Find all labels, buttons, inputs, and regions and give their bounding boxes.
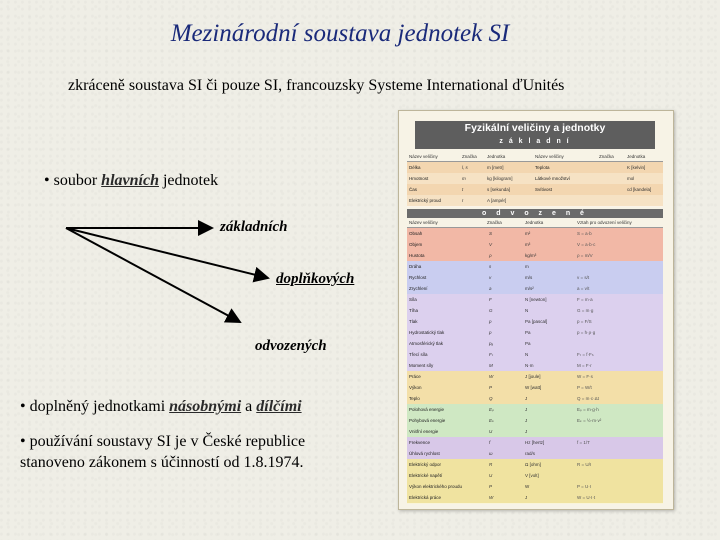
quantity-unit: m [525, 264, 529, 269]
law-line-2: stanoveno zákonem s účinností od 1.8.1974. [20, 454, 304, 471]
quantity-name: Frekvence [409, 440, 431, 445]
quantity-relation: F = m·a [577, 297, 593, 302]
quantity-name: Atmosférický tlak [409, 341, 444, 346]
branch-supplementary: doplňkových [276, 271, 355, 287]
quantity-unit: s [sekunda] [487, 187, 511, 192]
quantity-unit: A [ampér] [487, 198, 507, 203]
quantity-relation: P = U·I [577, 484, 592, 489]
quantity-relation: V = a·b·c [577, 242, 596, 247]
quantity-symbol: U [489, 473, 493, 478]
quantity-unit: rad/s [525, 451, 536, 456]
quantity-unit: Pa [525, 341, 531, 346]
quantity-unit: N [525, 352, 529, 357]
poster-title-line-2: z á k l a d n í [499, 138, 571, 145]
poster-basic-header [407, 153, 663, 162]
quantity-unit: m [metr] [487, 165, 504, 170]
quantity-relation: R = U/I [577, 462, 592, 467]
quantity-name: Hmotnost [409, 176, 429, 181]
highlight-multiples: násobnými [169, 398, 242, 415]
quantity-symbol: f [489, 440, 491, 445]
quantity-unit: m/s [525, 275, 533, 280]
quantity-symbol: s [489, 264, 492, 269]
quantity-symbol: P [489, 385, 493, 390]
highlight-submultiples: dílčími [256, 398, 302, 415]
law-line-1: používání soustavy SI je v České republice [25, 433, 306, 450]
quantity-unit: J [joule] [525, 374, 541, 379]
quantity-relation: Eₚ = m·g·h [577, 407, 599, 412]
quantity-name: Objem [409, 242, 423, 247]
quantity-unit: N [525, 308, 529, 313]
quantity-symbol: ω [489, 451, 493, 456]
header-cell: Jednotka [487, 154, 506, 159]
quantity-unit: Pa [525, 330, 531, 335]
quantity-symbol: R [489, 462, 493, 467]
quantity-name: Dráha [409, 264, 422, 269]
quantity-unit: N [newton] [525, 297, 547, 302]
quantity-symbol: a [489, 286, 492, 291]
quantity-unit-2: cd [kandela] [627, 187, 652, 192]
quantity-symbol: F [489, 297, 492, 302]
quantity-name: Elektrický odpor [409, 462, 442, 467]
quantity-name: Elektrický proud [409, 198, 442, 203]
quantity-name-2: Teplota [535, 165, 550, 170]
bullet-law [20, 431, 305, 473]
quantity-unit: N·m [525, 363, 534, 368]
quantity-unit: J [525, 418, 528, 423]
quantity-unit: m³ [525, 242, 531, 247]
quantity-name: Čas [409, 187, 418, 192]
quantity-symbol: l, s [462, 165, 468, 170]
units-poster [398, 110, 674, 510]
quantity-symbol: p [489, 330, 492, 335]
quantity-relation: a = v/t [577, 286, 590, 291]
poster-title [415, 121, 655, 149]
quantity-symbol: v [489, 275, 492, 280]
quantity-unit: kg [kilogram] [487, 176, 513, 181]
quantity-unit: W [watt] [525, 385, 542, 390]
quantity-relation: p = h·ρ·g [577, 330, 596, 335]
quantity-symbol: ρ [489, 253, 492, 258]
quantity-relation: p = F/S [577, 319, 592, 324]
quantity-symbol: V [489, 242, 493, 247]
bullet-text: doplněný jednotkami [25, 398, 170, 415]
header-cell: Jednotka [525, 220, 544, 225]
quantity-relation: Q = m·c·Δt [577, 396, 599, 401]
quantity-name: Úhlová rychlost [409, 451, 440, 456]
quantity-unit: J [525, 429, 528, 434]
quantity-relation: W = U·I·t [577, 495, 596, 500]
quantity-relation: Fₜ = f·Fₙ [577, 352, 594, 357]
quantity-name: Hydrostatický tlak [409, 330, 445, 335]
poster-title-line-1: Fyzikální veličiny a jednotky [464, 122, 606, 134]
quantity-name: Teplo [409, 396, 420, 401]
quantity-name: Délka [409, 165, 421, 170]
poster-basic-row [407, 195, 663, 207]
quantity-symbol: U [489, 429, 493, 434]
quantity-symbol: Eₖ [489, 418, 494, 423]
subtitle: zkráceně soustava SI či pouze SI, francouzsky Systeme International ďUnités [68, 77, 565, 94]
quantity-name: Hustota [409, 253, 425, 258]
quantity-symbol: P [489, 484, 493, 489]
quantity-unit-2: mol [627, 176, 635, 181]
quantity-symbol: M [489, 363, 493, 368]
quantity-relation: ρ = m/V [577, 253, 593, 258]
bullet-text-mid: a [241, 398, 257, 415]
quantity-name: Zrychlení [409, 286, 428, 291]
quantity-name: Obsah [409, 231, 423, 236]
quantity-name: Elektrická práce [409, 495, 442, 500]
quantity-symbol: W [489, 495, 494, 500]
header-cell: Značka [462, 154, 477, 159]
header-cell: Název veličiny [409, 220, 438, 225]
quantity-symbol: W [489, 374, 494, 379]
header-cell: Název veličiny [409, 154, 438, 159]
quantity-unit: J [525, 495, 528, 500]
quantity-relation: P = W/t [577, 385, 592, 390]
poster-derived-row [407, 492, 663, 504]
quantity-unit: J [525, 396, 528, 401]
quantity-name: Elektrické napětí [409, 473, 443, 478]
quantity-symbol: pₐ [489, 341, 494, 346]
highlight-main: hlavních [101, 172, 159, 189]
header-cell: Značka [487, 220, 502, 225]
page-title: Mezinárodní soustava jednotek SI [170, 20, 510, 47]
branch-derived: odvozených [255, 338, 327, 354]
quantity-name: Rychlost [409, 275, 427, 280]
poster-derived-header [407, 219, 663, 228]
quantity-symbol: Fₜ [489, 352, 494, 357]
bullet-marker: • [44, 172, 50, 189]
bullet-text-end: jednotek [158, 172, 219, 189]
quantity-unit-2: K [kelvin] [627, 165, 646, 170]
bullet-multiples [20, 396, 302, 417]
quantity-relation: f = 1/T [577, 440, 590, 445]
quantity-relation: M = F·r [577, 363, 592, 368]
bullet-marker: • [20, 398, 26, 415]
quantity-name: Výkon [409, 385, 422, 390]
quantity-symbol: S [489, 231, 493, 236]
quantity-symbol: Eₚ [489, 407, 494, 412]
quantity-relation: W = F·s [577, 374, 593, 379]
quantity-relation: v = s/t [577, 275, 590, 280]
bullet-marker: • [20, 433, 26, 450]
header-cell: Vztah pro odvození veličiny [577, 220, 632, 225]
quantity-unit: W [525, 484, 530, 489]
header-cell: Název veličiny [535, 154, 564, 159]
quantity-name: Tlak [409, 319, 418, 324]
quantity-name: Výkon elektrického proudu [409, 484, 463, 489]
quantity-unit: J [525, 407, 528, 412]
quantity-unit: m² [525, 231, 531, 236]
quantity-relation: S = a·b [577, 231, 592, 236]
quantity-unit: V [volt] [525, 473, 539, 478]
header-cell: Jednotka [627, 154, 646, 159]
quantity-unit: Pa [pascal] [525, 319, 548, 324]
quantity-symbol: Q [489, 396, 493, 401]
quantity-unit: m/s² [525, 286, 534, 291]
quantity-name-2: Svítivost [535, 187, 553, 192]
quantity-name: Tíha [409, 308, 419, 313]
quantity-name: Síla [409, 297, 417, 302]
quantity-name: Polohová energie [409, 407, 445, 412]
quantity-symbol: p [489, 319, 492, 324]
quantity-symbol: t [462, 187, 464, 192]
header-cell: Značka [599, 154, 614, 159]
quantity-unit: kg/m³ [525, 253, 537, 258]
poster-section-derived: o d v o z e n é [407, 209, 663, 218]
branch-base: základních [220, 219, 288, 235]
quantity-name: Moment síly [409, 363, 434, 368]
quantity-unit: Ω [ohm] [525, 462, 541, 467]
quantity-name: Třecí síla [409, 352, 428, 357]
quantity-relation: G = m·g [577, 308, 594, 313]
quantity-name: Vnitřní energie [409, 429, 439, 434]
bullet-text: soubor [49, 172, 102, 189]
quantity-name: Práce [409, 374, 421, 379]
quantity-relation: Eₖ = ½·m·v² [577, 418, 602, 423]
quantity-symbol: I [462, 198, 464, 203]
quantity-symbol: G [489, 308, 493, 313]
quantity-name-2: Látkové množství [535, 176, 571, 181]
quantity-name: Pohybová energie [409, 418, 446, 423]
arrow-to-derived [66, 228, 240, 322]
quantity-symbol: m [462, 176, 466, 181]
quantity-unit: Hz [hertz] [525, 440, 545, 445]
